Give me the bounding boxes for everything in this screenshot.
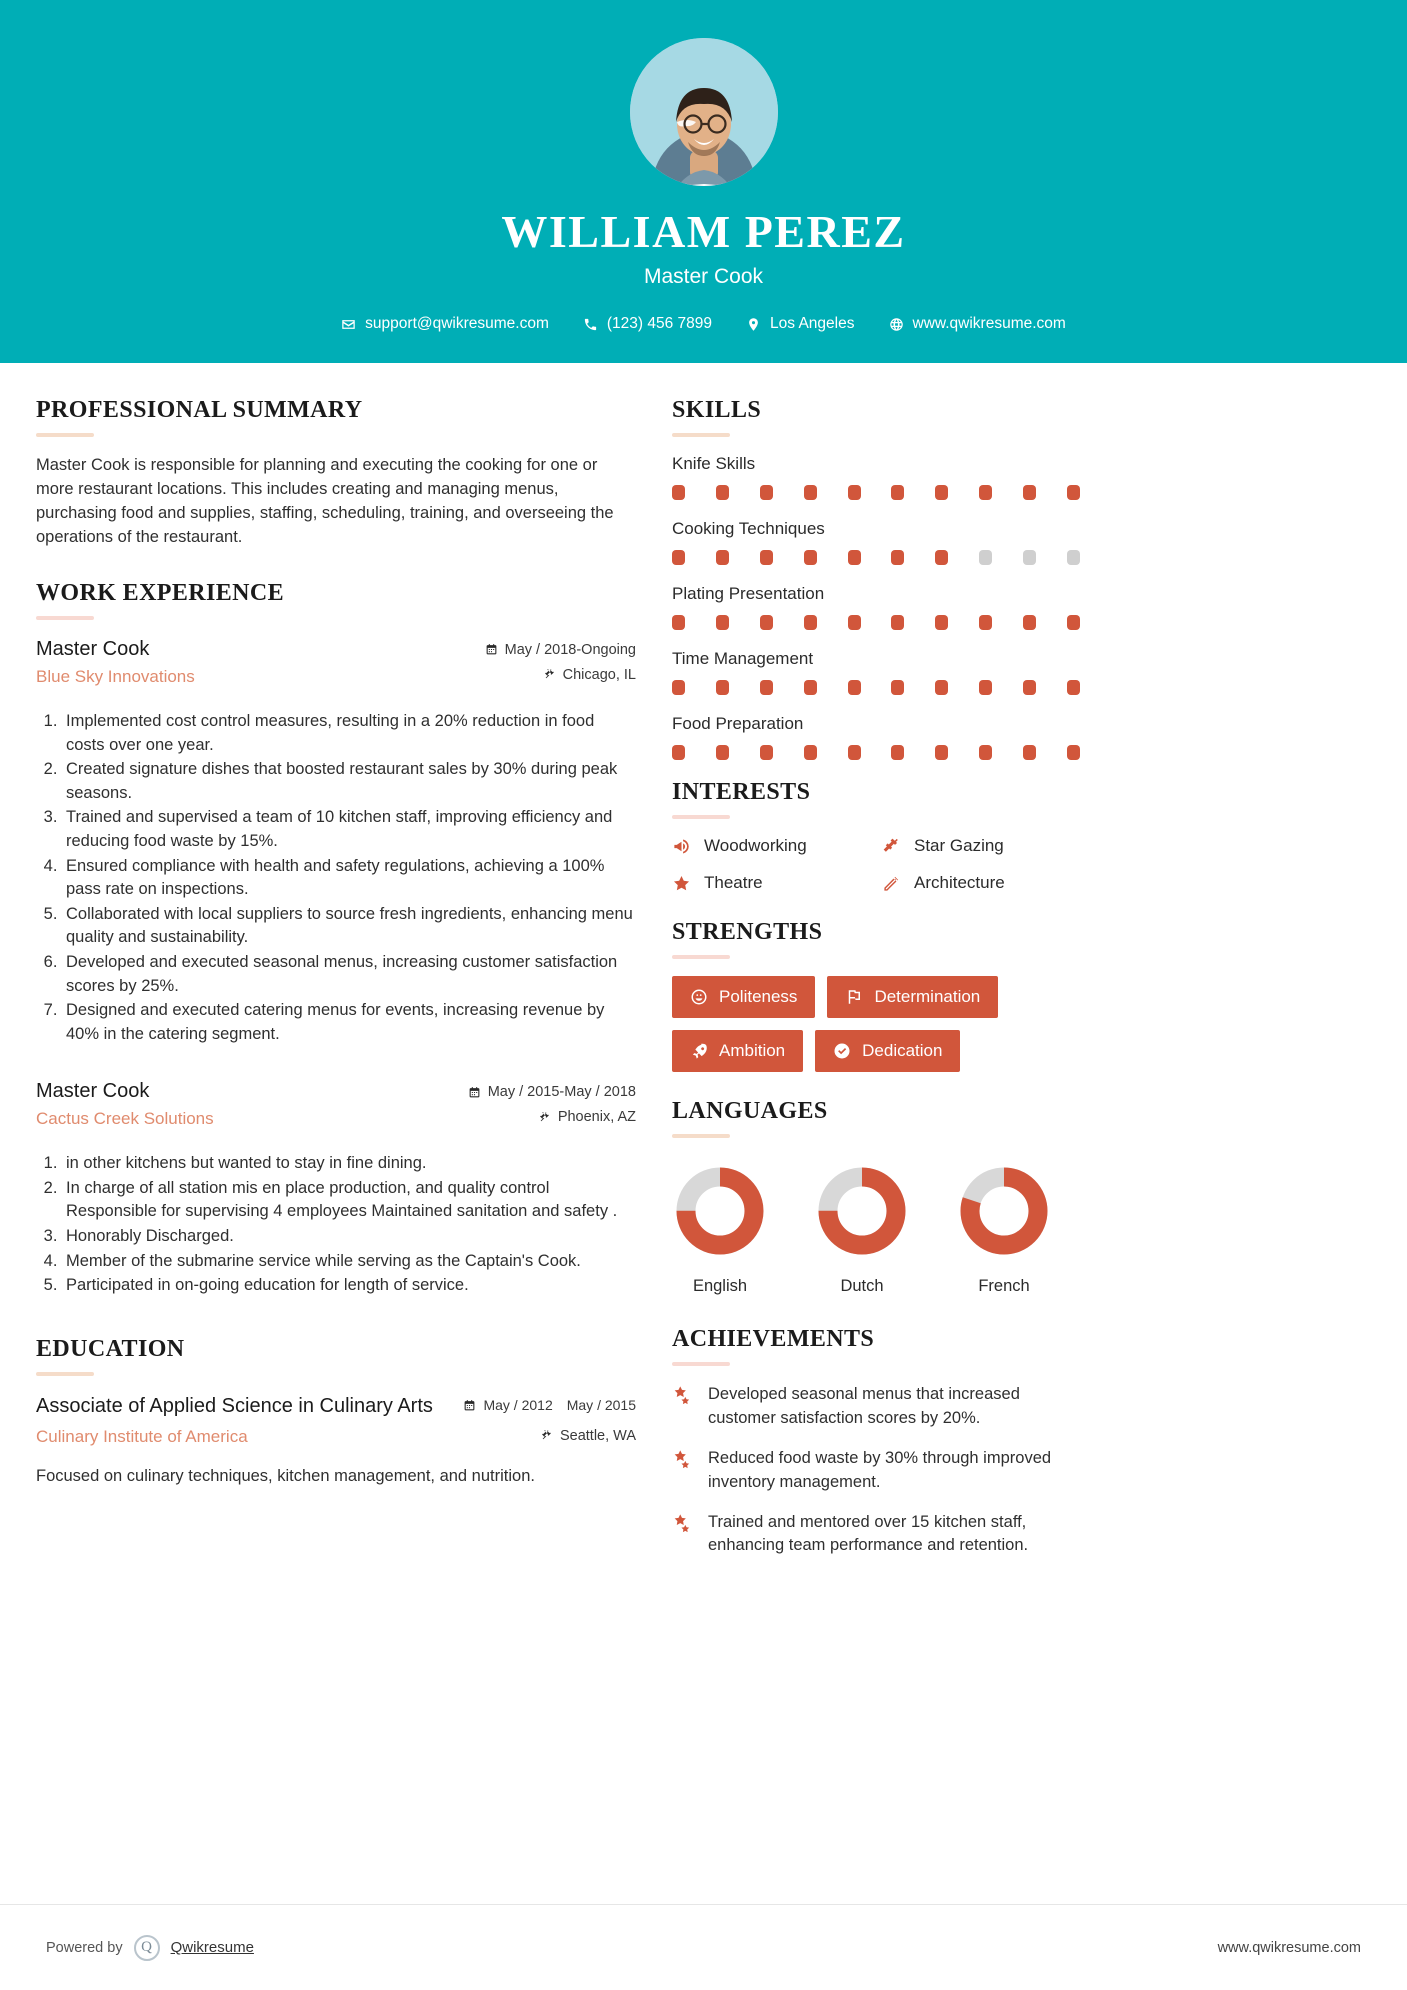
interest-label: Architecture <box>914 873 1005 893</box>
skill-dot <box>672 745 685 760</box>
page-title: WILLIAM PEREZ <box>501 206 906 257</box>
contact-phone-text: (123) 456 7899 <box>606 315 713 333</box>
section-title-skills: SKILLS <box>672 397 762 424</box>
list-item: 6. Developed and executed seasonal menus, increasing customer satisfaction scores by 25%. <box>62 951 636 998</box>
skill-dot <box>848 615 861 630</box>
language-label: French <box>978 1277 1030 1296</box>
list-item: 4. Ensured compliance with health and safety regulations, achieving a 100% pass rate on inspections. <box>62 855 636 902</box>
achievement-item <box>672 1447 1092 1494</box>
section-divider <box>672 433 730 437</box>
skill-dot <box>1067 680 1080 695</box>
contact-row <box>0 315 1407 333</box>
job-location <box>485 667 636 683</box>
strengths-list <box>672 976 1092 1072</box>
smiley-icon <box>690 988 708 1006</box>
achievement-text: Trained and mentored over 15 kitchen staff, enhancing team performance and retention. <box>708 1512 1029 1555</box>
section-title-education: EDUCATION <box>36 1335 185 1362</box>
skill-dot <box>804 680 817 695</box>
calendar-icon <box>468 1086 481 1099</box>
section-divider <box>672 815 730 819</box>
skill-dot <box>672 680 685 695</box>
skill-dot <box>935 745 948 760</box>
skill-dot <box>1067 485 1080 500</box>
section-divider <box>672 1362 730 1366</box>
list-item: 3. Trained and supervised a team of 10 kitchen staff, improving efficiency and reducing food waste by 15%. <box>62 806 636 853</box>
job-meta <box>485 638 636 692</box>
skill-dot <box>935 680 948 695</box>
avatar <box>630 38 778 186</box>
skill-dot <box>1023 550 1036 565</box>
avatar-photo-icon <box>630 38 778 186</box>
section-divider <box>36 1372 94 1376</box>
contact-location[interactable] <box>729 315 871 333</box>
skill-item <box>672 714 1092 760</box>
contact-location-text: Los Angeles <box>770 315 855 333</box>
skill-dot <box>935 485 948 500</box>
skill-dot <box>891 615 904 630</box>
skill-label: Knife Skills <box>672 454 756 474</box>
skill-label: Plating Presentation <box>672 584 825 604</box>
contact-phone[interactable] <box>566 315 729 333</box>
strength-label: Determination <box>874 987 981 1007</box>
list-item: 2. Created signature dishes that boosted restaurant sales by 30% during peak seasons. <box>62 758 636 805</box>
language-donut-chart <box>956 1163 1052 1259</box>
list-item: 2. In charge of all station mis en place production, and quality control Responsible for supervising 4 employees Maintained sanitation and safety . <box>62 1177 636 1224</box>
skill-dot <box>1067 550 1080 565</box>
skill-label: Food Preparation <box>672 714 804 734</box>
skill-dot <box>1023 485 1036 500</box>
skill-dot <box>760 485 773 500</box>
rocket-icon <box>690 1042 708 1060</box>
skills-list <box>672 454 1092 760</box>
education-school: Culinary Institute of America <box>36 1426 248 1446</box>
job-bullets <box>36 710 636 1046</box>
skill-dot <box>760 680 773 695</box>
strength-label: Ambition <box>719 1041 786 1061</box>
resume-body <box>0 363 1407 1575</box>
section-divider <box>672 1134 730 1138</box>
achievement-text: Developed seasonal menus that increased customer satisfaction scores by 20%. <box>708 1385 1020 1427</box>
calendar-icon <box>485 643 498 656</box>
job-location-text: Chicago, IL <box>562 666 636 683</box>
skill-item <box>672 649 1092 695</box>
education-description: Focused on culinary techniques, kitchen management, and nutrition. <box>36 1466 535 1485</box>
globe-icon <box>889 317 904 332</box>
skill-dot <box>848 550 861 565</box>
skill-dot <box>891 745 904 760</box>
job-dates-text: May / 2015-May / 2018 <box>487 1084 636 1101</box>
interest-label: Woodworking <box>704 836 807 856</box>
interest-label: Theatre <box>704 873 763 893</box>
contact-email[interactable] <box>324 315 566 333</box>
skill-dot <box>848 485 861 500</box>
calendar-icon <box>463 1399 476 1412</box>
skill-dot <box>716 680 729 695</box>
strength-badge <box>827 976 998 1018</box>
language-item <box>956 1163 1052 1296</box>
megaphone-icon <box>672 837 691 856</box>
language-donut-chart <box>814 1163 910 1259</box>
skill-dot <box>848 680 861 695</box>
skill-dot <box>804 745 817 760</box>
skill-dot <box>979 485 992 500</box>
list-item: 4. Member of the submarine service while serving as the Captain's Cook. <box>62 1250 636 1274</box>
section-strengths <box>672 919 1092 1072</box>
logo-letter: Q <box>141 1939 152 1955</box>
skill-dot <box>760 550 773 565</box>
section-title-strengths: STRENGTHS <box>672 919 823 946</box>
contact-website[interactable] <box>872 315 1083 333</box>
qwikresume-brand-link[interactable]: Qwikresume <box>170 1939 254 1956</box>
skill-dot <box>804 615 817 630</box>
skill-dot <box>672 485 685 500</box>
section-education <box>36 1336 636 1489</box>
resume-header <box>0 0 1407 363</box>
hammer-icon <box>882 837 901 856</box>
section-title-achievements: ACHIEVEMENTS <box>672 1326 875 1353</box>
pushpin-icon <box>540 1429 553 1442</box>
skill-dot <box>760 615 773 630</box>
interest-label: Star Gazing <box>914 836 1004 856</box>
achievement-item <box>672 1511 1092 1558</box>
interest-item <box>672 836 882 856</box>
skill-dot <box>1023 680 1036 695</box>
languages-list <box>672 1155 1092 1296</box>
skill-rating <box>672 680 1080 695</box>
skill-item <box>672 519 1092 565</box>
skill-dot <box>979 680 992 695</box>
envelope-icon <box>341 317 356 332</box>
skill-dot <box>935 615 948 630</box>
achievement-item <box>672 1383 1092 1430</box>
skill-dot <box>1023 745 1036 760</box>
education-meta <box>463 1393 636 1453</box>
achievement-text: Reduced food waste by 30% through improved inventory management. <box>708 1449 1052 1491</box>
award-star-icon <box>672 1449 694 1471</box>
section-title-languages: LANGUAGES <box>672 1098 828 1125</box>
list-item: 7. Designed and executed catering menus for events, increasing revenue by 40% in the catering segment. <box>62 999 636 1046</box>
skill-label: Time Management <box>672 649 814 669</box>
list-item: 1. Implemented cost control measures, resulting in a 20% reduction in food costs over one year. <box>62 710 636 757</box>
check-circle-icon <box>833 1042 851 1060</box>
language-donut-chart <box>672 1163 768 1259</box>
strength-label: Politeness <box>719 987 798 1007</box>
award-star-icon <box>672 1513 694 1535</box>
job-dates <box>468 1084 636 1100</box>
skill-item <box>672 454 1092 500</box>
skill-dot <box>672 550 685 565</box>
education-degree: Associate of Applied Science in Culinary Arts <box>36 1394 433 1417</box>
interest-item <box>672 873 882 893</box>
award-star-icon <box>672 1385 694 1407</box>
list-item: 1. in other kitchens but wanted to stay in fine dining. <box>62 1152 636 1176</box>
skill-rating <box>672 485 1080 500</box>
strength-badge <box>672 1030 803 1072</box>
skill-dot <box>672 615 685 630</box>
strength-badge <box>815 1030 960 1072</box>
right-column <box>672 397 1092 1575</box>
language-item <box>814 1163 910 1296</box>
section-interests <box>672 779 1092 893</box>
skill-dot <box>1067 745 1080 760</box>
job-dates-text: May / 2018-Ongoing <box>504 641 636 658</box>
education-date-end: May / 2015 <box>566 1396 636 1413</box>
language-label: Dutch <box>840 1277 884 1296</box>
skill-dot <box>891 550 904 565</box>
language-item <box>672 1163 768 1296</box>
phone-icon <box>583 317 598 332</box>
skill-dot <box>979 550 992 565</box>
job-title: Master Cook <box>36 637 150 660</box>
section-achievements <box>672 1326 1092 1558</box>
skill-dot <box>716 615 729 630</box>
job-bullets <box>36 1152 636 1298</box>
section-languages <box>672 1098 1092 1296</box>
language-label: English <box>692 1277 748 1296</box>
skill-dot <box>716 745 729 760</box>
list-item: 5. Participated in on-going education for length of service. <box>62 1274 636 1298</box>
skill-dot <box>891 680 904 695</box>
star-icon <box>672 874 691 893</box>
strength-badge <box>672 976 815 1018</box>
section-title-summary: PROFESSIONAL SUMMARY <box>36 397 363 424</box>
strength-label: Dedication <box>862 1041 943 1061</box>
job-company: Cactus Creek Solutions <box>36 1109 214 1129</box>
contact-email-text: support@qwikresume.com <box>365 315 549 333</box>
job-entry <box>36 638 636 1046</box>
skill-dot <box>1067 615 1080 630</box>
contact-website-text: www.qwikresume.com <box>912 315 1066 333</box>
interest-item <box>882 836 1092 856</box>
powered-by-label: Powered by <box>46 1939 123 1956</box>
interests-grid <box>672 836 1092 893</box>
skill-dot <box>979 615 992 630</box>
qwikresume-logo-icon <box>134 1935 160 1961</box>
skill-dot <box>891 485 904 500</box>
section-divider <box>672 955 730 959</box>
section-work-experience <box>36 580 636 1298</box>
skill-dot <box>935 550 948 565</box>
skill-rating <box>672 615 1080 630</box>
list-item: 5. Collaborated with local suppliers to source fresh ingredients, enhancing menu quality and sustainability. <box>62 903 636 950</box>
skill-dot <box>979 745 992 760</box>
section-professional-summary <box>36 397 636 550</box>
job-role-subtitle: Master Cook <box>643 265 764 289</box>
skill-item <box>672 584 1092 630</box>
pencil-ruler-icon <box>882 874 901 893</box>
skill-dot <box>804 550 817 565</box>
flag-icon <box>845 988 863 1006</box>
interest-item <box>882 873 1092 893</box>
skill-label: Cooking Techniques <box>672 519 825 539</box>
pushpin-icon <box>538 1111 551 1124</box>
job-location <box>468 1109 636 1125</box>
skill-dot <box>760 745 773 760</box>
section-divider <box>36 433 94 437</box>
skill-rating <box>672 550 1080 565</box>
skill-dot <box>1023 615 1036 630</box>
job-location-text: Phoenix, AZ <box>557 1109 636 1126</box>
skill-rating <box>672 745 1080 760</box>
job-entry <box>36 1080 636 1298</box>
skill-dot <box>804 485 817 500</box>
section-divider <box>36 616 94 620</box>
footer-branding <box>46 1935 254 1961</box>
skill-dot <box>848 745 861 760</box>
pushpin-icon <box>543 668 556 681</box>
skill-dot <box>716 485 729 500</box>
education-location <box>463 1428 636 1444</box>
footer-website: www.qwikresume.com <box>1217 1939 1361 1956</box>
education-location-text: Seattle, WA <box>559 1427 636 1444</box>
education-date-start: May / 2012 <box>483 1396 553 1413</box>
location-pin-icon <box>746 317 761 332</box>
page-footer <box>0 1904 1407 1990</box>
list-item: 3. Honorably Discharged. <box>62 1225 636 1249</box>
section-title-interests: INTERESTS <box>672 779 811 806</box>
left-column <box>36 397 636 1575</box>
section-skills <box>672 397 1092 760</box>
job-dates <box>485 642 636 658</box>
section-title-work: WORK EXPERIENCE <box>36 579 285 606</box>
summary-text: Master Cook is responsible for planning and executing the cooking for one or more restaurant locations. This includes creating and managing menus, purchasing food and supplies, staffing, scheduling, training, and overseeing the operations of the restaurant. <box>36 456 614 547</box>
job-title: Master Cook <box>36 1080 150 1103</box>
skill-dot <box>716 550 729 565</box>
job-meta <box>468 1080 636 1134</box>
job-company: Blue Sky Innovations <box>36 666 195 686</box>
education-dates <box>463 1397 636 1414</box>
